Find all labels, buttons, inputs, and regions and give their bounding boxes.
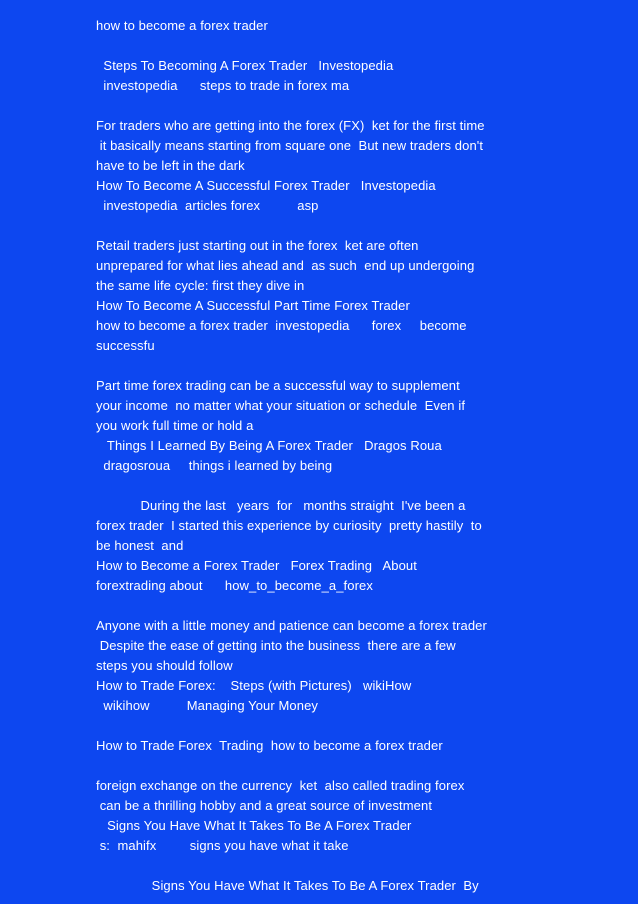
text-line: your income no matter what your situation or schedule Even if [96,398,466,413]
text-line: During the last years for months straight I've been a [96,498,466,513]
text-line: Despite the ease of getting into the business there are a few [96,638,456,653]
text-line: forex trader I started this experience by curiosity pretty hastily to [96,518,482,533]
text-line: Steps To Becoming A Forex Trader Investopedia [96,58,394,73]
text-line: investopedia steps to trade in forex ma [96,78,350,93]
text-line: the same life cycle: first they dive in [96,278,305,293]
text-line: Things I Learned By Being A Forex Trader Dragos Roua [96,438,442,453]
text-line: steps you should follow [96,658,233,673]
text-line: investopedia articles forex asp [96,198,319,213]
text-line: can be a thrilling hobby and a great source of investment [96,798,433,813]
text-line: how to become a forex trader [96,18,268,33]
text-line: How To Become A Successful Part Time Forex Trader [96,298,410,313]
text-line: Signs You Have What It Takes To Be A Forex Trader [96,818,412,833]
text-line: forextrading about how_to_become_a_forex [96,578,373,593]
text-line: Part time forex trading can be a successful way to supplement [96,378,460,393]
text-line: be honest and [96,538,184,553]
text-line: it basically means starting from square one But new traders don't [96,138,484,153]
text-line: successfu [96,338,155,353]
text-line: how to become a forex trader investopedia forex become [96,318,467,333]
text-line: Retail traders just starting out in the forex ket are often [96,238,419,253]
text-line: foreign exchange on the currency ket also called trading forex [96,778,465,793]
text-line: Signs You Have What It Takes To Be A Forex Trader By [96,878,479,893]
text-line: wikihow Managing Your Money [96,698,319,713]
text-line: How to Become a Forex Trader Forex Trading About [96,558,417,573]
text-line: How To Become A Successful Forex Trader Investopedia [96,178,436,193]
text-line: unprepared for what lies ahead and as such end up undergoing [96,258,475,273]
text-line: For traders who are getting into the forex (FX) ket for the first time [96,118,485,133]
text-line: have to be left in the dark [96,158,245,173]
text-line: How to Trade Forex: Steps (with Pictures) wikiHow [96,678,412,693]
text-line: Anyone with a little money and patience can become a forex trader [96,618,487,633]
text-line: s: mahifx signs you have what it take [96,838,349,853]
text-line: How to Trade Forex Trading how to become a forex trader [96,738,443,753]
text-line: you work full time or hold a [96,418,254,433]
text-line: dragosroua things i learned by being [96,458,333,473]
